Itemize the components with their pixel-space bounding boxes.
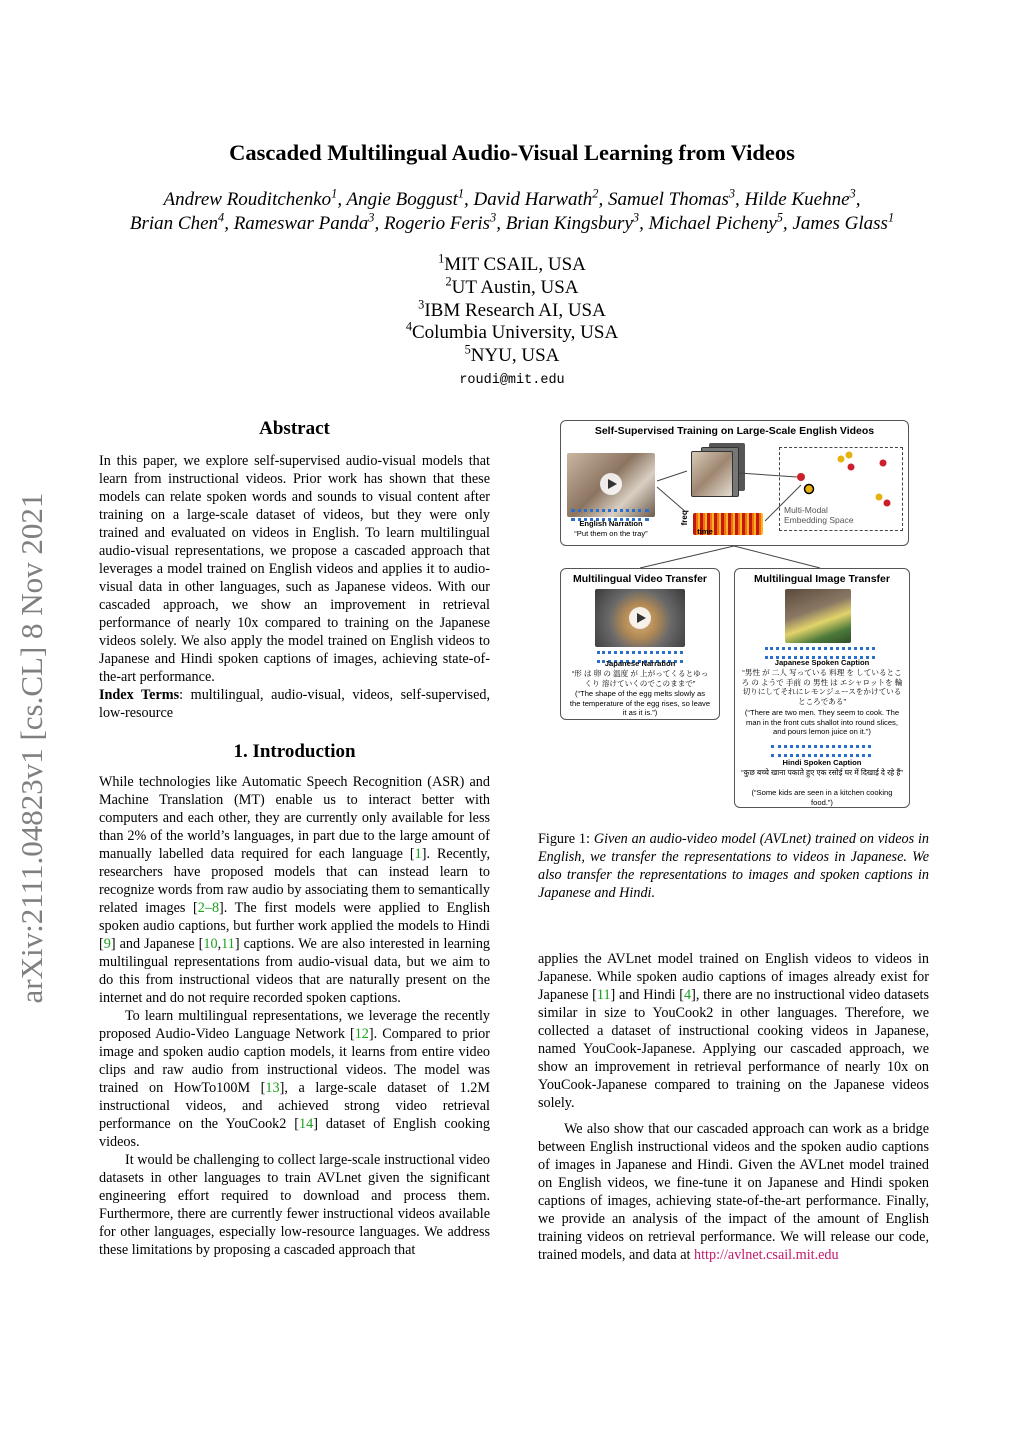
- author-name: Samuel Thomas$^3$: [607, 186, 736, 210]
- video-embed-arrow: [739, 473, 797, 477]
- english-narration-text: “Put them on the tray”: [574, 529, 648, 538]
- author-name: Michael Picheny$^5$: [648, 210, 783, 234]
- play-icon: [629, 607, 651, 629]
- index-terms-label: Index Terms: [99, 687, 180, 703]
- citation-link[interactable]: 14: [299, 1116, 314, 1132]
- embed-point: [848, 464, 855, 471]
- abstract-section: [99, 420, 490, 722]
- author-name: Brian Kingsbury$^3$: [505, 210, 640, 234]
- freq-axis-label: freq: [680, 510, 690, 526]
- author-name: Andrew Rouditchenko$^1$: [163, 186, 338, 210]
- japanese-image-thumbnail: [785, 589, 851, 643]
- citation-link[interactable]: 10: [203, 936, 218, 952]
- author-name: Angie Boggust$^1$: [346, 186, 465, 210]
- training-panel: [560, 420, 909, 546]
- citation-link[interactable]: 11: [221, 936, 235, 952]
- time-axis-label: time: [697, 527, 713, 536]
- hindi-caption-waveform: [771, 745, 871, 757]
- video-transfer-title: Multilingual Video Transfer: [573, 573, 707, 585]
- japanese-video-thumbnail: [595, 589, 685, 647]
- index-terms: Index Terms: multilingual, audio-visual, videos, self-supervised, low-resource: [99, 687, 491, 721]
- figure-1-caption-text: Given an audio-video model (AVLnet) trained on videos in English, we transfer the representations to videos in Japanese. We also transfer the representations to images and spoken captions in Japanese and Hindi.: [538, 831, 930, 901]
- citation-link[interactable]: 11: [596, 987, 611, 1003]
- author-name: Rameswar Panda$^3$: [233, 210, 375, 234]
- abstract-text: In this paper, we explore self-supervised audio-visual models that learn from instructional videos. Prior work has shown that these models can relate spoken words and sounds to visual content after training on a large-scale dataset of videos, but they were only trained and evaluated on videos in English. To learn multilingual audio-visual representations, we propose a cascaded approach that leverages a model trained on English videos and applies it to audio-visual data in other languages, such as Japanese videos. With our cascaded approach, we show an improvement in retrieval performance of nearly 10x compared to training on the Japanese videos solely. We also apply the model trained on English videos to Japanese and Hindi spoken captions of images, achieving state-of-the-art performance.: [99, 453, 490, 685]
- author-name: Hilde Kuehne$^3$: [744, 186, 856, 210]
- hindi-caption-label: Hindi Spoken Caption: [782, 758, 862, 767]
- embed-point: [880, 460, 887, 467]
- figure-1-caption: [538, 830, 929, 902]
- citation-link[interactable]: 1: [414, 846, 422, 862]
- author-name: James Glass$^1$: [792, 210, 895, 234]
- intro-paragraph-4: applies the AVLnet model trained on English videos to videos in Japanese. While spoken audio captions of images already exist for Japanese [11] and Hindi [4], there are no instructional video datasets similar in size to YouCook2 in other languages. Therefore, we collected a dataset of instructional cooking videos in Japanese, named YouCook-Japanese. Applying our cascaded approach, we show an improvement in retrieval performance of nearly 10x on YouCook-Japanese compared to training on the Japanese videos solely.: [538, 951, 929, 1111]
- affiliation-list: [0, 251, 1024, 368]
- training-panel-title: Self-Supervised Training on Large-Scale English Videos: [594, 425, 875, 437]
- intro-paragraph-3: It would be challenging to collect large-scale instructional video datasets in other languages to train AVLnet given the significant engineering effort required to download and process them. Furthermore, there are currently fewer instructional videos available for other languages, especially low-resource languages. We address these limitations by proposing a cascaded approach that: [99, 1152, 490, 1258]
- japanese-caption-label: Japanese Spoken Caption: [774, 658, 870, 667]
- japanese-narration-label: Japanese Narration: [604, 659, 676, 668]
- image-transfer-panel: [734, 568, 910, 808]
- citation-link[interactable]: 2–8: [197, 900, 220, 916]
- audio-embed-arrow: [765, 485, 801, 521]
- contact-email: roudi@mit.edu: [459, 373, 565, 388]
- affiliation: $^1$MIT CSAIL, USA: [438, 251, 586, 275]
- transfer-arrows: [558, 542, 910, 570]
- right-column-text: [538, 950, 929, 1264]
- author-name: Rogerio Feris$^3$: [383, 210, 497, 234]
- arxiv-watermark: arXiv:2111.04823v1 [cs.CL] 8 Nov 2021: [14, 492, 49, 1004]
- embedding-space-label: Multi-Modal Embedding Space: [784, 505, 854, 525]
- video-arrow: [657, 471, 687, 481]
- figure-1-caption-label: Figure 1:: [538, 831, 590, 847]
- japanese-narration-translation: (“The shape of the egg melts slowly as the temperature of the egg rises, so leave it as it is.”): [569, 689, 711, 718]
- audio-arrow: [657, 487, 687, 513]
- embed-point: [876, 494, 883, 501]
- author-line-1: Andrew Rouditchenko$^1$, Angie Boggust$^1$, David Harwath$^2$, Samuel Thomas$^3$, Hilde Kuehne$^3$,: [163, 186, 861, 210]
- author-line-2: Brian Chen$^4$, Rameswar Panda$^3$, Rogerio Feris$^3$, Brian Kingsbury$^3$, Michael Picheny$^5$, James Glass$^1$: [129, 210, 895, 234]
- author-list: [60, 188, 964, 236]
- affiliation: $^3$IBM Research AI, USA: [418, 297, 606, 321]
- citation-link[interactable]: 12: [354, 1026, 369, 1042]
- project-url-link[interactable]: http://avlnet.csail.mit.edu: [694, 1247, 839, 1263]
- citation-link[interactable]: 13: [265, 1080, 280, 1096]
- japanese-caption-translation: (“There are two men. They seem to cook. The man in the front cuts shallot into round slices, and pours lemon juice on it.”): [744, 708, 900, 737]
- image-transfer-title: Multilingual Image Transfer: [754, 573, 890, 585]
- author-name: David Harwath$^2$: [473, 186, 599, 210]
- figure-1: [558, 420, 910, 820]
- citation-link[interactable]: 4: [684, 987, 692, 1003]
- abstract-heading: Abstract: [259, 418, 330, 439]
- intro-paragraph-1: While technologies like Automatic Speech Recognition (ASR) and Machine Translation (MT) enable us to interact better with computers and each other, they are currently only available for less than 2% of the world’s languages, in part due to the large amount of manually labelled data required for each language [1]. Recently, researchers have proposed models that can instead learn to recognize words from raw audio by associating them to semantically related images [2–8]. The first models were applied to English spoken audio captions, but further work applied the models to Hindi [9] and Japanese [10,11] captions. We are also interested in learning multilingual representations from audio-visual data, but we aim to do this from instructional videos that are naturally present on the internet and do not require recorded spoken captions.: [99, 774, 491, 1006]
- index-terms-text: multilingual, audio-visual, videos, self-supervised, low-resource: [99, 687, 491, 721]
- hindi-caption-translation: (“Some kids are seen in a kitchen cooking food.”): [751, 788, 893, 807]
- introduction-section: [99, 743, 490, 1259]
- hindi-caption-text: “कुछ बच्चे खाना पकाते हुए एक रसोई घर में दिखाई दे रहे हैं”: [741, 768, 903, 777]
- image-transfer-arrow: [734, 546, 820, 568]
- author-name: Brian Chen$^4$: [129, 210, 225, 234]
- citation-link[interactable]: 9: [103, 936, 111, 952]
- intro-paragraph-2: To learn multilingual representations, we leverage the recently proposed Audio-Video Language Network [12]. Compared to prior image and spoken audio caption models, it learns from entire video clips and raw audio from instructional videos. The model was trained on HowTo100M [13], a large-scale dataset of 1.2M instructional videos, and achieved strong video retrieval performance on the YouCook2 [14] dataset of English cooking videos.: [99, 1008, 490, 1150]
- intro-paragraph-5: We also show that our cascaded approach can work as a bridge between English instructional videos and the spoken audio captions of images in Japanese and Hindi. Given the AVLnet model trained on English videos, we fine-tune it on Japanese and Hindi spoken captions of images, achieving state-of-the-art performance. Finally, we provide an analysis of the impact of the amount of English training videos on retrieval performance. We will release our code, trained models, and data at http://avlnet.csail.mit.edu: [538, 1121, 929, 1263]
- affiliation: $^2$UT Austin, USA: [445, 274, 579, 298]
- video-transfer-arrow: [640, 546, 734, 568]
- embed-point: [846, 452, 853, 459]
- embed-point: [884, 500, 891, 507]
- training-arrows: [561, 421, 908, 545]
- japanese-narration-text: “形 は 卵 の 温度 が 上がってくるとゆっくり 溶けていくのでこのままで”: [571, 669, 709, 688]
- english-narration-label: English Narration: [579, 519, 643, 528]
- introduction-heading: 1. Introduction: [233, 741, 356, 762]
- embed-point: [805, 485, 814, 494]
- embed-point: [797, 473, 805, 481]
- video-transfer-panel: [560, 568, 720, 720]
- affiliation: $^4$Columbia University, USA: [405, 320, 619, 344]
- affiliation: $^5$NYU, USA: [464, 342, 560, 367]
- paper-title: Cascaded Multilingual Audio-Visual Learning from Videos: [229, 140, 795, 165]
- japanese-caption-text: “男性 が 二人 写っている 料理 を しているところ の ようで 手前 の 男性 は エシャロットを 輪切りにしてそれにレモンジュースをかけているところである”: [741, 668, 903, 706]
- embed-point: [838, 456, 845, 463]
